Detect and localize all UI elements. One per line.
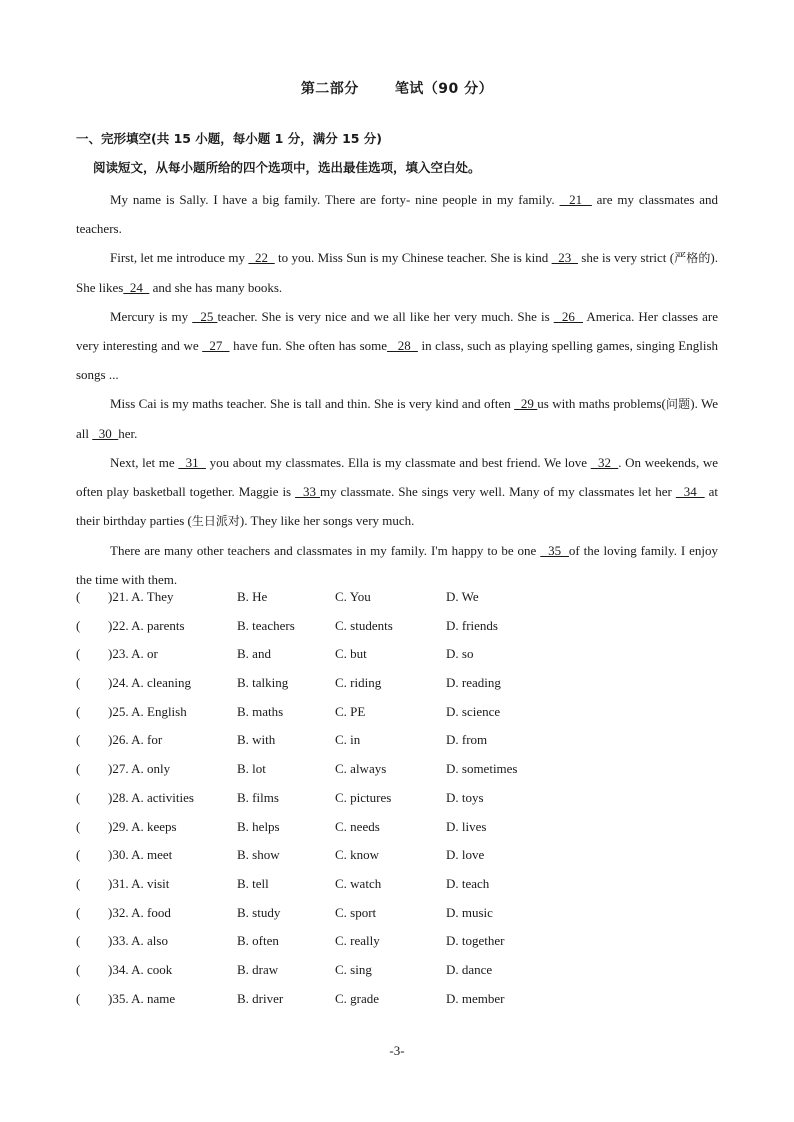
question-number-option-a: )27. A. only xyxy=(108,761,171,777)
answer-bracket[interactable]: ( xyxy=(76,875,81,891)
option-c: C. sport xyxy=(335,904,377,920)
passage-text: ). We all xyxy=(76,396,719,441)
option-b: B. with xyxy=(237,732,276,748)
option-d: D. together xyxy=(446,933,505,949)
passage-text: have fun. She often has some xyxy=(229,338,388,353)
passage-paragraph xyxy=(76,302,718,389)
answer-blank: 27 xyxy=(202,338,230,353)
passage-paragraph xyxy=(76,243,718,302)
question-row xyxy=(76,618,718,647)
option-b: B. study xyxy=(237,904,281,920)
option-b: B. often xyxy=(237,933,279,949)
option-b: B. talking xyxy=(237,675,289,691)
option-c: C. PE xyxy=(335,703,366,719)
passage-text: Mercury is my xyxy=(110,309,193,324)
passage-text: are my classmates and teachers. xyxy=(76,192,719,236)
option-b: B. draw xyxy=(237,961,279,977)
passage-text: my classmate. She sings very well. Many of my classmates let her xyxy=(319,484,676,499)
option-d: D. lives xyxy=(446,818,487,834)
question-row xyxy=(76,933,718,962)
option-c: C. sing xyxy=(335,961,372,977)
question-row xyxy=(76,704,718,733)
option-b: B. films xyxy=(237,789,279,805)
question-number-option-a: )22. A. parents xyxy=(108,617,185,633)
passage-paragraph xyxy=(76,536,718,594)
passage-paragraph xyxy=(76,389,718,448)
option-d: D. love xyxy=(446,847,485,863)
answer-blank: 24 xyxy=(123,280,150,295)
option-c: C. You xyxy=(335,589,371,604)
option-d: D. so xyxy=(446,646,474,662)
question-number-option-a: )34. A. cook xyxy=(108,961,173,977)
passage-text: at their birthday parties ( xyxy=(76,484,718,528)
option-b: B. driver xyxy=(237,990,284,1006)
option-c: C. students xyxy=(335,617,393,633)
option-b: B. helps xyxy=(237,818,280,834)
question-number-option-a: )35. A. name xyxy=(108,990,176,1006)
passage-text: . On weekends, we often play basketball together. Maggie is xyxy=(76,455,719,499)
question-row xyxy=(76,790,718,819)
passage-text: and she has many books. xyxy=(149,280,283,295)
passage-text: she is very strict ( xyxy=(577,250,675,265)
option-d: D. from xyxy=(446,732,488,748)
option-c: C. but xyxy=(335,646,367,662)
option-c: C. know xyxy=(335,847,380,863)
option-d: D. science xyxy=(446,703,501,719)
answer-bracket[interactable]: ( xyxy=(76,990,81,1006)
answer-bracket[interactable]: ( xyxy=(76,961,81,977)
page-title xyxy=(0,78,794,98)
chinese-gloss: 严格的 xyxy=(674,251,711,265)
question-number-option-a: )28. A. activities xyxy=(108,789,194,805)
answer-bracket[interactable]: ( xyxy=(76,617,81,633)
answer-bracket[interactable]: ( xyxy=(76,589,81,604)
question-row xyxy=(76,905,718,934)
answer-blank: 31 xyxy=(178,455,206,470)
answer-blank: 30 xyxy=(92,426,119,441)
option-b: B. maths xyxy=(237,703,284,719)
answer-bracket[interactable]: ( xyxy=(76,933,81,949)
question-number-option-a: )32. A. food xyxy=(108,904,171,920)
section-heading: 一、完形填空(共 15 小题，每小题 1 分，满分 15 分) xyxy=(76,131,383,146)
question-row xyxy=(76,991,718,1020)
passage-text: us with maths problems( xyxy=(537,396,666,411)
question-number-option-a: )29. A. keeps xyxy=(108,818,177,834)
answer-blank: 28 xyxy=(387,338,418,353)
question-row xyxy=(76,962,718,991)
answer-blank: 22 xyxy=(248,250,275,265)
question-row xyxy=(76,646,718,675)
question-number-option-a: )24. A. cleaning xyxy=(108,675,192,691)
passage-text: you about my classmates. Ella is my classmate and best friend. We love xyxy=(205,455,591,470)
option-c: C. grade xyxy=(335,990,380,1006)
answer-blank: 25 xyxy=(192,309,218,324)
answer-blank: 33 xyxy=(295,484,320,499)
passage-text: in class, such as playing spelling games, singing English songs ... xyxy=(76,338,719,382)
answer-bracket[interactable]: ( xyxy=(76,847,81,863)
option-c: C. needs xyxy=(335,818,380,834)
question-row xyxy=(76,675,718,704)
option-d: D. sometimes xyxy=(446,761,518,777)
answer-bracket[interactable]: ( xyxy=(76,646,81,662)
passage-text: My name is Sally. I have a big family. There are forty- nine people in my family. xyxy=(110,192,560,207)
option-d: D. toys xyxy=(446,789,484,805)
option-c: C. always xyxy=(335,761,387,777)
question-number-option-a: )26. A. for xyxy=(108,732,163,748)
option-c: C. riding xyxy=(335,675,382,691)
answer-blank: 32 xyxy=(590,455,619,470)
chinese-gloss: 问题 xyxy=(665,397,691,411)
answer-blank: 29 xyxy=(514,396,538,411)
passage-text: America. Her classes are very interesting and we xyxy=(76,309,718,353)
passage-text: There are many other teachers and classmates in my family. I'm happy to be one xyxy=(110,543,541,558)
option-d: D. dance xyxy=(446,961,493,977)
question-row xyxy=(76,589,718,618)
passage-text: teacher. She is very nice and we all like her very much. She is xyxy=(217,309,554,324)
answer-bracket[interactable]: ( xyxy=(76,818,81,834)
passage-paragraph xyxy=(76,448,718,536)
option-d: D. friends xyxy=(446,617,498,633)
option-b: B. tell xyxy=(237,875,269,891)
question-number-option-a: )25. A. English xyxy=(108,703,187,719)
answer-bracket[interactable]: ( xyxy=(76,675,81,691)
passage-paragraph xyxy=(76,185,718,243)
part-label: 第二部分 xyxy=(300,81,359,97)
page-number: -3- xyxy=(389,1043,405,1058)
answer-bracket[interactable]: ( xyxy=(76,789,81,805)
option-c: C. in xyxy=(335,732,361,748)
answer-blank: 35 xyxy=(540,543,569,558)
question-number-option-a: )31. A. visit xyxy=(108,875,170,891)
option-b: B. He xyxy=(237,589,268,604)
question-row xyxy=(76,761,718,790)
passage-text: to you. Miss Sun is my Chinese teacher. She is kind xyxy=(274,250,552,265)
option-b: B. show xyxy=(237,847,280,863)
option-d: D. We xyxy=(446,589,479,604)
passage-text: First, let me introduce my xyxy=(110,250,249,265)
passage-text: ). She likes xyxy=(76,250,719,295)
answer-bracket[interactable]: ( xyxy=(76,703,81,719)
passage-text: Next, let me xyxy=(110,455,179,470)
option-c: C. watch xyxy=(335,875,382,891)
answer-blank: 34 xyxy=(675,484,705,499)
answer-blank: 26 xyxy=(553,309,583,324)
exam-label: 笔试（90 分） xyxy=(394,81,494,97)
answer-bracket[interactable]: ( xyxy=(76,761,81,777)
answer-bracket[interactable]: ( xyxy=(76,732,81,748)
question-row xyxy=(76,847,718,876)
option-b: B. and xyxy=(237,646,271,662)
answer-blank: 23 xyxy=(551,250,578,265)
question-row xyxy=(76,876,718,905)
question-number-option-a: )23. A. or xyxy=(108,646,158,662)
question-number-option-a: )21. A. They xyxy=(108,589,174,604)
option-d: D. music xyxy=(446,904,493,920)
chinese-gloss: 生日派对 xyxy=(191,514,240,528)
option-c: C. really xyxy=(335,933,380,949)
option-d: D. member xyxy=(446,990,505,1006)
question-number-option-a: )33. A. also xyxy=(108,933,168,949)
option-d: D. teach xyxy=(446,875,490,891)
option-b: B. teachers xyxy=(237,617,295,633)
option-d: D. reading xyxy=(446,675,501,691)
passage-text: ). They like her songs very much. xyxy=(239,513,415,528)
question-row xyxy=(76,732,718,761)
passage-text: Miss Cai is my maths teacher. She is tall and thin. She is very kind and often xyxy=(110,396,515,411)
instructions: 阅读短文，从每小题所给的四个选项中，选出最佳选项，填入空白处。 xyxy=(93,160,481,175)
answer-blank: 21 xyxy=(559,192,592,207)
question-row xyxy=(76,819,718,848)
passage-text: of the loving family. I enjoy the time with them. xyxy=(76,543,718,587)
cloze-passage xyxy=(76,185,718,594)
option-b: B. lot xyxy=(237,761,266,777)
answer-options xyxy=(76,589,718,1019)
answer-bracket[interactable]: ( xyxy=(76,904,81,920)
option-c: C. pictures xyxy=(335,789,392,805)
question-number-option-a: )30. A. meet xyxy=(108,847,173,863)
passage-text: her. xyxy=(118,426,138,441)
